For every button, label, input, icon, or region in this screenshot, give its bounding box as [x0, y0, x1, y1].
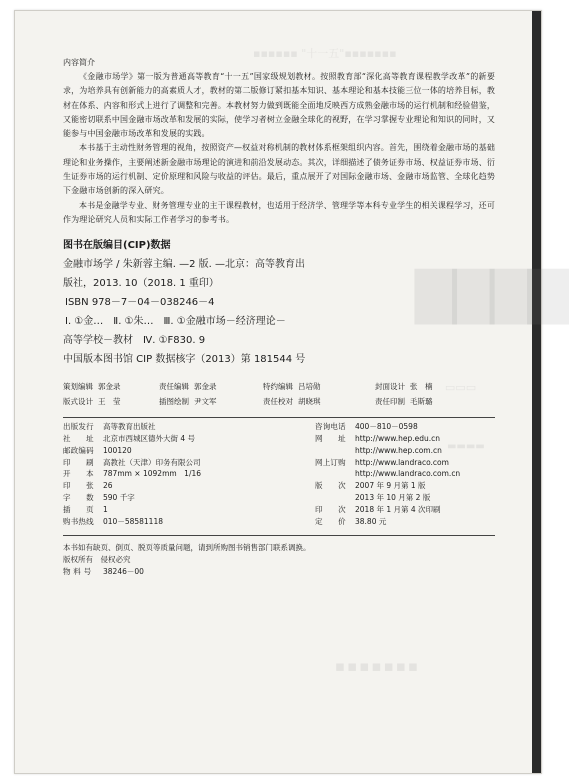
detail-label: 印 刷	[63, 457, 94, 467]
cip-heading: 图书在版编目(CIP)数据	[63, 240, 171, 252]
staff-role: 策划编辑	[63, 382, 93, 392]
staff-row	[63, 379, 495, 394]
detail-value: http://www.hep.edu.cn	[355, 434, 440, 444]
detail-label: 邮政编码	[63, 445, 94, 455]
detail-label: 印 次	[315, 504, 346, 514]
divider	[63, 535, 495, 536]
detail-row	[63, 433, 315, 445]
cip-isbn: ISBN 978－7－04－038246－4	[65, 297, 215, 309]
detail-row	[63, 457, 315, 469]
detail-value: 26	[103, 481, 113, 491]
detail-value: 北京市西城区德外大街 4 号	[103, 434, 196, 444]
detail-value: 高教社（天津）印务有限公司	[103, 457, 201, 467]
bleed-through-cover-title: ▇▇▇▇	[419, 261, 569, 324]
detail-value: 2007 年 9 月第 1 版	[355, 481, 426, 491]
detail-row	[315, 433, 495, 445]
detail-row	[315, 480, 495, 492]
detail-row	[63, 504, 315, 516]
detail-label: 网 址	[315, 434, 346, 444]
detail-label	[315, 492, 355, 504]
detail-label: 出版发行	[63, 422, 94, 432]
detail-value: 590 千字	[103, 493, 135, 503]
staff-person: 张 楠	[410, 382, 433, 392]
publication-details-right	[315, 421, 495, 527]
detail-value: http://www.landraco.com.cn	[355, 469, 461, 479]
staff-row	[63, 394, 495, 409]
detail-label: 插 页	[63, 504, 94, 514]
staff-person: 吕培勋	[298, 382, 321, 392]
bleed-through-edition: ▭▭▭	[445, 381, 477, 394]
detail-row	[315, 492, 495, 504]
staff-role: 封面设计	[375, 382, 405, 392]
publication-details	[63, 421, 495, 527]
bleed-through-header: ▪▪▪▪▪▪ "十一五"▪▪▪▪▪▪▪	[253, 47, 397, 60]
detail-value: 2013 年 10 月第 2 版	[355, 493, 431, 503]
staff-role: 责任校对	[263, 397, 293, 407]
publication-details-left	[63, 421, 315, 527]
detail-row	[63, 468, 315, 480]
staff-entry	[375, 381, 485, 392]
detail-row	[63, 516, 315, 528]
staff-person: 王 莹	[98, 397, 121, 407]
detail-value: 高等教育出版社	[103, 422, 156, 432]
intro-paragraph: 本书是金融学专业、财务管理专业的主干课程教材，也适用于经济学、管理学等本科专业学生的相关课程学习，还可作为理论研究人员和实际工作者学习的参考书。	[63, 200, 495, 224]
detail-label: 社 址	[63, 434, 94, 444]
rights-notice: 版权所有 侵权必究	[63, 555, 131, 565]
staff-entry	[159, 396, 263, 407]
quality-notice: 本书如有缺页、倒页、脱页等质量问题，请到所购图书销售部门联系调换。	[63, 543, 311, 553]
detail-label: 版 次	[315, 481, 346, 491]
detail-row	[63, 421, 315, 433]
staff-person: 胡晓琪	[298, 397, 321, 407]
detail-label: 咨询电话	[315, 422, 346, 432]
staff-entry	[375, 396, 485, 407]
cip-line: 高等学校－教材 Ⅳ. ①F830. 9	[63, 335, 206, 347]
detail-label	[315, 468, 355, 480]
detail-value: 400－810－0598	[355, 422, 418, 432]
staff-role: 责任印制	[375, 397, 405, 407]
detail-row	[63, 445, 315, 457]
detail-row	[315, 457, 495, 469]
detail-row	[315, 516, 495, 528]
staff-entry	[159, 381, 263, 392]
detail-value: 38.80 元	[355, 516, 387, 526]
detail-row	[315, 445, 495, 457]
bleed-through-authors: ▬▬▬▬	[447, 441, 485, 452]
cip-line: 金融市场学 / 朱新蓉主编. —2 版. —北京：高等教育出	[63, 259, 305, 271]
bleed-through-publisher-logo: ▪▪▪▪▪▪▪	[333, 657, 419, 675]
detail-label: 印 张	[63, 481, 94, 491]
intro-heading: 内容简介	[63, 58, 95, 67]
staff-person: 郭金录	[98, 382, 121, 392]
detail-row	[315, 421, 495, 433]
staff-entry	[263, 396, 375, 407]
detail-value: http://www.hep.com.cn	[355, 445, 442, 455]
staff-role: 版式设计	[63, 397, 93, 407]
detail-row	[315, 504, 495, 516]
cip-record-number: 中国版本图书馆 CIP 数据核字（2013）第 181544 号	[63, 354, 306, 366]
divider	[63, 417, 495, 418]
detail-row	[63, 480, 315, 492]
staff-person: 毛斯璐	[410, 397, 433, 407]
detail-row	[315, 468, 495, 480]
staff-person: 尹文军	[194, 397, 217, 407]
copyright-page-content	[63, 57, 495, 578]
detail-row	[63, 492, 315, 504]
detail-value: 1	[103, 504, 108, 514]
detail-label: 开 本	[63, 469, 94, 479]
detail-value: http://www.landraco.com	[355, 457, 449, 467]
detail-label: 定 价	[315, 516, 346, 526]
item-number-row	[63, 566, 495, 578]
detail-value: 2018 年 1 月第 4 次印刷	[355, 504, 441, 514]
staff-entry	[263, 381, 375, 392]
detail-value: 787mm × 1092mm 1/16	[103, 469, 202, 479]
detail-label: 购书热线	[63, 516, 94, 526]
detail-label: 网上订购	[315, 457, 346, 467]
detail-label: 字 数	[63, 493, 94, 503]
scan-edge-shadow	[532, 11, 541, 773]
staff-role: 插图绘制	[159, 397, 189, 407]
item-number-label: 物 料 号	[63, 567, 92, 577]
staff-person: 郭金录	[194, 382, 217, 392]
scanned-page	[14, 10, 569, 774]
intro-paragraph: 本书基于主动性财务管理的视角，按照资产—权益对称机制的教材体系框架组织内容。首先，围绕着金融市场的基础理论和业务操作，主要阐述新金融市场理论的演进和前沿发展动态。其次，详细描述了债务证券市场、权益证券市场、衍生证券市场的运行机制、定价原理和风险与收益的评估。最后，重点展开了对国际金融市场、金融市场监管、全球化趋势下金融市场创新的深入研究。	[63, 143, 495, 196]
staff-role: 责任编辑	[159, 382, 189, 392]
detail-value: 100120	[103, 445, 132, 455]
intro-paragraph: 《金融市场学》第一版为普通高等教育“十一五”国家级规划教材。按照教育部“深化高等教育课程教学改革”的新要求，为培养具有创新能力的高素质人才，教材的第二版修订紧扣基本知识、基本理论和基本技能三位一体的培养目标，教材在体系、内容和形式上进行了调整和完善。本教材努力做到既能全面地反映西方成熟金融市场的运行机制和经验借鉴，又能密切联系中国金融市场改革和发展的实际，使学习者树立金融全球化的视野，在学习掌握专业理论和知识的同时，又能参与中国金融市场改革和发展的实践。	[63, 72, 495, 139]
staff-entry	[63, 381, 159, 392]
item-number-value: 38246－00	[103, 567, 144, 577]
detail-label	[315, 445, 355, 457]
editorial-staff	[63, 379, 495, 409]
cip-line: Ⅰ. ①金… Ⅱ. ①朱… Ⅲ. ①金融市场－经济理论－	[65, 316, 286, 328]
detail-value: 010－58581118	[103, 516, 163, 526]
staff-entry	[63, 396, 159, 407]
cip-line: 版社，2013. 10（2018. 1 重印）	[63, 278, 219, 290]
staff-role: 特约编辑	[263, 382, 293, 392]
footer-notes	[63, 542, 495, 577]
